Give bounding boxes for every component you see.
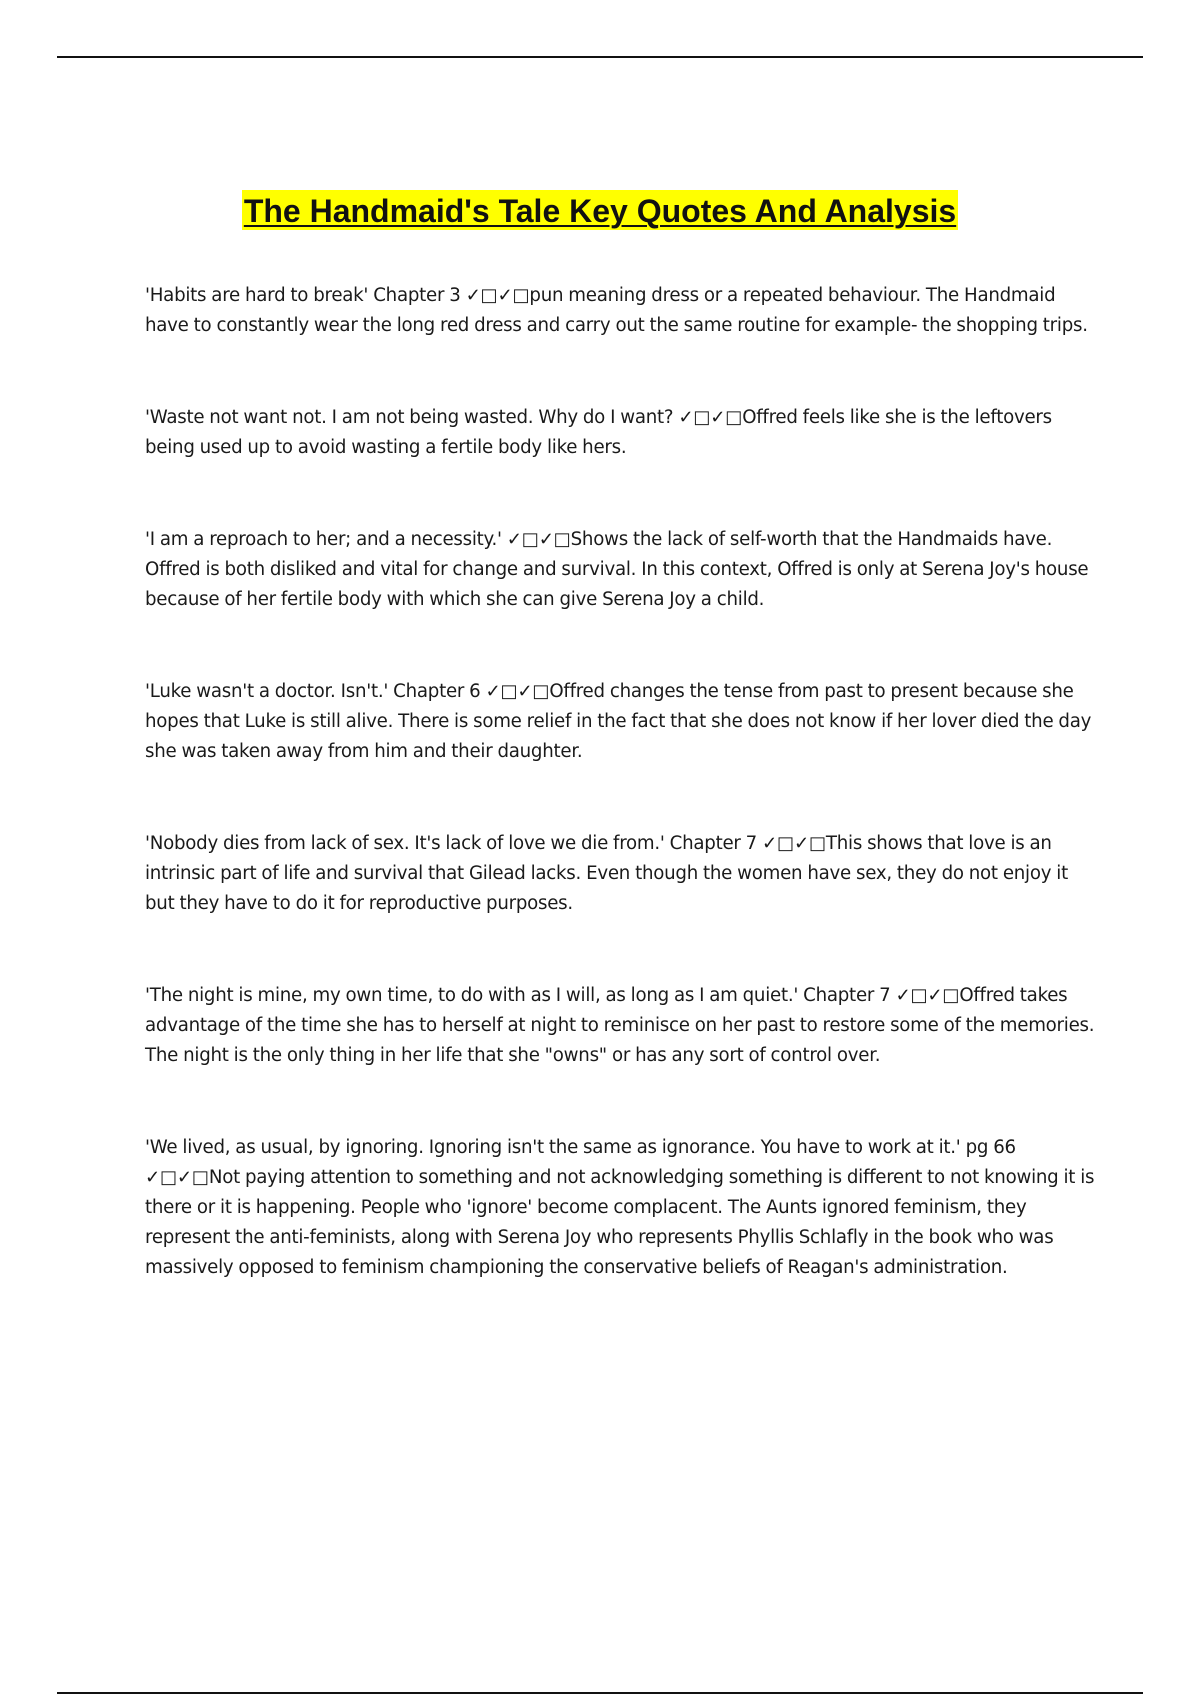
title-container bbox=[0, 190, 1200, 230]
bottom-rule bbox=[57, 1692, 1143, 1694]
page-title: The Handmaid's Tale Key Quotes And Analysis bbox=[242, 190, 958, 230]
quote-paragraph: 'Waste not want not. I am not being wasted. Why do I want? ✓□✓□Offred feels like she is the leftovers being used up to avoid wasting a fertile body like hers. bbox=[145, 407, 1052, 458]
quote-paragraph: 'Luke wasn't a doctor. Isn't.' Chapter 6 ✓□✓□Offred changes the tense from past to present because she hopes that Luke is still alive. There is some relief in the fact that she does not know if her lover died the day she was taken away from him and their daughter. bbox=[145, 681, 1092, 762]
top-rule bbox=[57, 56, 1143, 58]
quote-paragraph: 'Habits are hard to break' Chapter 3 ✓□✓□pun meaning dress or a repeated behaviour. The Handmaid have to constantly wear the long red dress and carry out the same routine for example- the shopping trips. bbox=[145, 285, 1088, 336]
quote-paragraph: 'We lived, as usual, by ignoring. Ignoring isn't the same as ignorance. You have to work at it.' pg 66 ✓□✓□Not paying attention to something and not acknowledging something is different to not knowing it is there or it is happening. People who 'ignore' become complacent. The Aunts ignored feminism, they represent the anti-feminists, along with Serena Joy who represents Phyllis Schlafly in the book who was massively opposed to feminism championing the conservative beliefs of Reagan's administration. bbox=[145, 1137, 1095, 1278]
quote-paragraph: 'I am a reproach to her; and a necessity.' ✓□✓□Shows the lack of self-worth that the Handmaids have. Offred is both disliked and vital for change and survival. In this context, Offred is only at Serena Joy's house because of her fertile body with which she can give Serena Joy a child. bbox=[145, 529, 1089, 610]
quote-paragraph: 'The night is mine, my own time, to do with as I will, as long as I am quiet.' Chapter 7 ✓□✓□Offred takes advantage of the time she has to herself at night to reminisce on her past to restore some of the memories. The night is the only thing in her life that she "owns" or has any sort of control over. bbox=[145, 985, 1095, 1066]
quote-paragraph: 'Nobody dies from lack of sex. It's lack of love we die from.' Chapter 7 ✓□✓□This shows that love is an intrinsic part of life and survival that Gilead lacks. Even though the women have sex, they do not enjoy it but they have to do it for reproductive purposes. bbox=[145, 833, 1068, 914]
document-body bbox=[145, 281, 1095, 1345]
